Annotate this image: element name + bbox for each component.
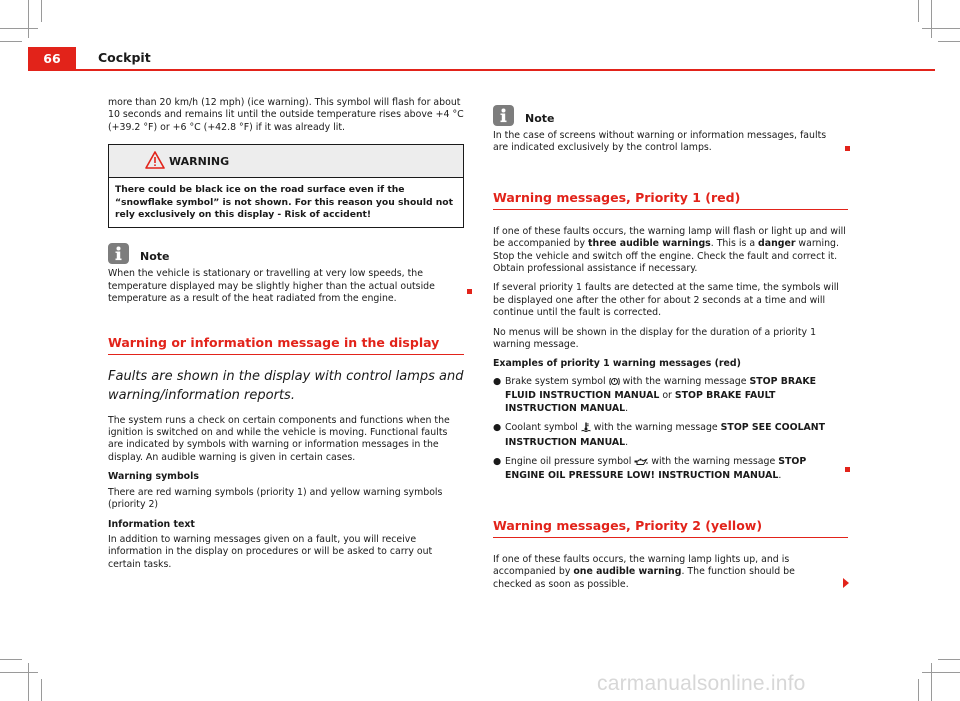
- bullet: ●: [493, 422, 502, 434]
- bullet: ●: [493, 455, 502, 467]
- list-item: [493, 456, 848, 483]
- crop-mark: [922, 672, 960, 673]
- info-icon: [493, 105, 514, 126]
- note-header: [493, 102, 848, 126]
- note-label: Note: [525, 112, 555, 125]
- section-subtitle: Faults are shown in the display with control lamps and warning/information reports.: [108, 368, 464, 403]
- crop-mark: [41, 0, 42, 22]
- warning-box: [108, 144, 464, 228]
- body-paragraph: In addition to warning messages given on a fault, you will receive information in the display on procedures or will be asked to carry out certain tasks.: [108, 533, 433, 570]
- note-text: When the vehicle is stationary or travelling at very low speeds, the temperature displayed may be slightly higher than the actual outside temperature as a result of the heat radiated from the engine.: [108, 268, 435, 305]
- section-title-priority-2: Warning messages, Priority 2 (yellow): [493, 518, 848, 538]
- body-paragraph: There are red warning symbols (priority 1) and yellow warning symbols (priority 2): [108, 486, 443, 511]
- page-title: Cockpit: [98, 50, 151, 65]
- warning-label: WARNING: [169, 154, 230, 168]
- crop-mark: [41, 679, 42, 701]
- message-text: STOP BRAKE FLUID INSTRUCTION MANUAL: [505, 375, 816, 402]
- coolant-icon: [581, 422, 591, 436]
- subheading: Warning symbols: [108, 471, 199, 483]
- list-item-text: [505, 422, 848, 449]
- message-text: STOP ENGINE OIL PRESSURE LOW! INSTRUCTION MANUAL: [505, 455, 807, 482]
- warning-text: There could be black ice on the road surface even if the “snowflake symbol” is not shown. For this reason you should not rely exclusively on this display - Risk of accident!: [115, 184, 453, 221]
- text-span: .: [778, 470, 782, 482]
- warning-header: [109, 145, 463, 178]
- crop-mark: [28, 0, 29, 38]
- list-item: [493, 376, 848, 415]
- body-paragraph: If several priority 1 faults are detected at the same time, the symbols will be displayed one after the other for about 2 seconds at a time and will continue until the fault is corrected.: [493, 282, 839, 319]
- continue-arrow-icon: [843, 578, 849, 588]
- subheading: Examples of priority 1 warning messages (red): [493, 358, 741, 370]
- priority-1-paragraph: [493, 226, 848, 276]
- list-item-text: [505, 376, 848, 415]
- message-text: STOP BRAKE FAULT INSTRUCTION MANUAL: [505, 390, 776, 414]
- note-text: In the case of screens without warning or information messages, faults are indicated exclusively by the control lamps.: [493, 130, 827, 154]
- text-span: Engine oil pressure symbol: [505, 455, 635, 467]
- crop-mark: [0, 41, 22, 42]
- crop-mark: [0, 28, 38, 29]
- section-title: Warning or information message in the display: [108, 335, 464, 355]
- watermark: carmanualsonline.info: [597, 672, 806, 695]
- crop-mark: [931, 663, 932, 701]
- body-paragraph: No menus will be shown in the display for the duration of a priority 1 warning message.: [493, 326, 817, 351]
- text-span: with the warning message: [648, 455, 779, 467]
- text-span: Brake system symbol: [505, 375, 609, 387]
- crop-mark: [0, 659, 22, 660]
- header-rule: [28, 69, 935, 71]
- note-header: [108, 240, 464, 264]
- info-icon: [108, 243, 129, 264]
- crop-mark: [938, 659, 960, 660]
- crop-mark: [28, 663, 29, 701]
- list-item: [493, 422, 848, 449]
- message-text: STOP SEE COOLANT INSTRUCTION MANUAL: [505, 422, 826, 448]
- emphasis-text: danger: [758, 238, 796, 250]
- text-span: If one of these faults occurs, the warning lamp will flash or light up and will be accompanied by: [493, 225, 846, 250]
- brake-system-icon: [609, 377, 620, 390]
- section-end-mark: [845, 146, 850, 151]
- intro-paragraph: more than 20 km/h (12 mph) (ice warning). This symbol will flash for about 10 seconds and remains lit until the outside temperature rises above +4 °C (+39.2 °F) or +6 °C (+42.8 °F) if it was already lit.: [108, 97, 464, 133]
- bullet: ●: [493, 375, 502, 387]
- text-span: warning. Stop the vehicle and switch off the engine. Check the fault and correct it. Obtain professional assistance if necessary.: [493, 238, 839, 275]
- text-span: . This is a: [710, 238, 759, 250]
- section-end-mark: [845, 467, 850, 472]
- subheading: Information text: [108, 518, 195, 530]
- crop-mark: [931, 0, 932, 38]
- right-column: [493, 102, 848, 598]
- body-paragraph: The system runs a check on certain components and functions when the ignition is switched on and while the vehicle is moving. Functional faults are indicated by symbols with warning or information messages in the display. An audible warning is given in certain cases.: [108, 414, 450, 463]
- section-end-mark: [467, 289, 472, 294]
- page-number: 66: [28, 47, 76, 70]
- crop-mark: [918, 679, 919, 701]
- text-span: Coolant symbol: [505, 422, 581, 434]
- text-span: with the warning message: [590, 422, 721, 434]
- text-span: with the warning message: [619, 375, 750, 387]
- text-span: or: [659, 390, 675, 402]
- oil-can-icon: [634, 458, 648, 470]
- crop-mark: [938, 41, 960, 42]
- list-item-text: [505, 456, 848, 483]
- emphasis-text: three audible warnings: [588, 238, 711, 250]
- warning-triangle-icon: [145, 151, 165, 173]
- note-label: Note: [140, 250, 170, 264]
- section-title-priority-1: Warning messages, Priority 1 (red): [493, 190, 848, 210]
- text-span: . The function should be checked as soon as possible.: [493, 566, 795, 590]
- emphasis-text: one audible warning: [573, 566, 682, 578]
- crop-mark: [0, 672, 38, 673]
- text-span: If one of these faults occurs, the warning lamp lights up, and is accompanied by: [493, 553, 790, 578]
- crop-mark: [922, 28, 960, 29]
- priority-2-paragraph: [493, 554, 833, 591]
- left-column: [108, 97, 464, 578]
- crop-mark: [918, 0, 919, 22]
- text-span: .: [625, 436, 629, 448]
- text-span: .: [625, 402, 629, 414]
